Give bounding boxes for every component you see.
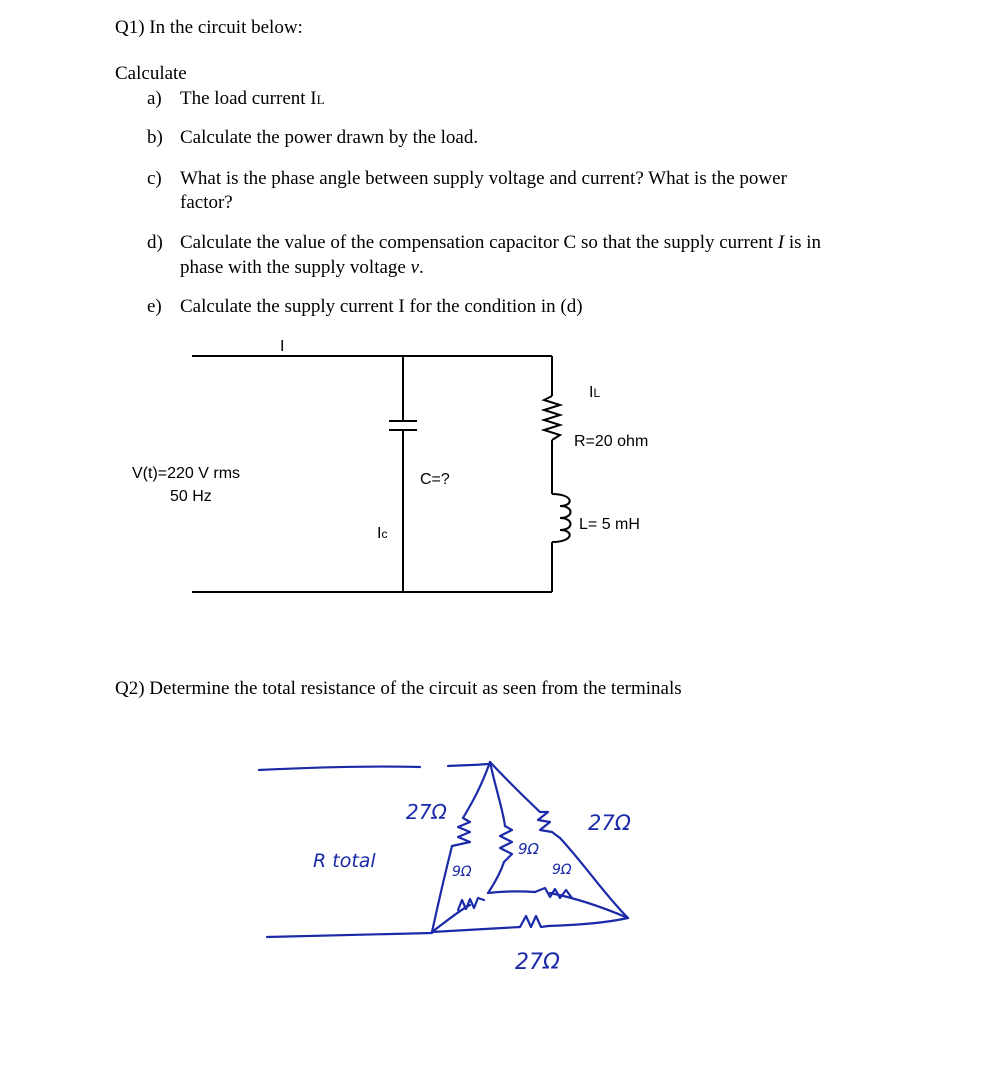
star-top-branch-lower	[488, 862, 504, 893]
r-center-top-label: 9Ω	[518, 840, 540, 858]
delta-bottom-resistor	[520, 916, 548, 927]
source-voltage-label: V(t)=220 V rms	[132, 465, 241, 482]
terminal-top-wire-2	[448, 764, 488, 766]
q1-a-letter: a)	[147, 88, 162, 109]
r-center-left-label: 9Ω	[452, 864, 472, 880]
delta-right-side	[490, 762, 540, 812]
r-total-label: R total	[313, 850, 376, 872]
star-center-join	[488, 891, 535, 893]
star-top-branch	[490, 762, 505, 826]
inductor-label: L= 5 mH	[579, 516, 640, 533]
resistor-label: R=20 ohm	[574, 433, 649, 450]
r-bottom-label: 27Ω	[515, 950, 560, 975]
q1-title: Q1) In the circuit below:	[115, 17, 303, 38]
capacitor-current-label: Ic	[377, 525, 388, 542]
delta-right-resistor	[538, 812, 560, 838]
delta-bottom-side	[432, 927, 520, 932]
r-right-label: 27Ω	[588, 811, 631, 835]
q1-intro: Calculate	[115, 63, 187, 84]
terminal-top-wire	[259, 767, 420, 770]
r-center-right-label: 9Ω	[552, 862, 572, 878]
q1-e-letter: e)	[147, 296, 162, 317]
star-top-resistor	[500, 826, 512, 862]
q1-b-text: Calculate the power drawn by the load.	[180, 127, 479, 148]
q1-a-text: The load current IL	[180, 88, 325, 109]
r-left-label: 27Ω	[406, 800, 447, 824]
delta-left-side	[463, 762, 490, 818]
q1-c-line2: factor?	[180, 192, 233, 213]
q1-d-line2: phase with the supply voltage v.	[180, 257, 424, 278]
q1-d-line1: Calculate the value of the compensation capacitor C so that the supply current I is in	[180, 232, 822, 253]
q1-c-letter: c)	[147, 168, 162, 189]
supply-current-label: I	[280, 338, 285, 355]
star-left-resistor	[458, 898, 484, 910]
delta-bottom-side-2	[548, 918, 628, 926]
q1-d-letter: d)	[147, 232, 163, 253]
source-frequency-label: 50 Hz	[170, 488, 212, 505]
q1-e-text: Calculate the supply current I for the condition in (d)	[180, 296, 583, 317]
q1-b-letter: b)	[147, 127, 163, 148]
q2-title: Q2) Determine the total resistance of the circuit as seen from the terminals	[115, 678, 682, 699]
load-current-label: IL	[589, 384, 601, 401]
q1-c-line1: What is the phase angle between supply voltage and current? What is the power	[180, 168, 787, 189]
delta-left-resistor	[452, 818, 470, 846]
terminal-bottom-wire	[267, 933, 432, 937]
capacitor-label: C=?	[420, 471, 450, 488]
